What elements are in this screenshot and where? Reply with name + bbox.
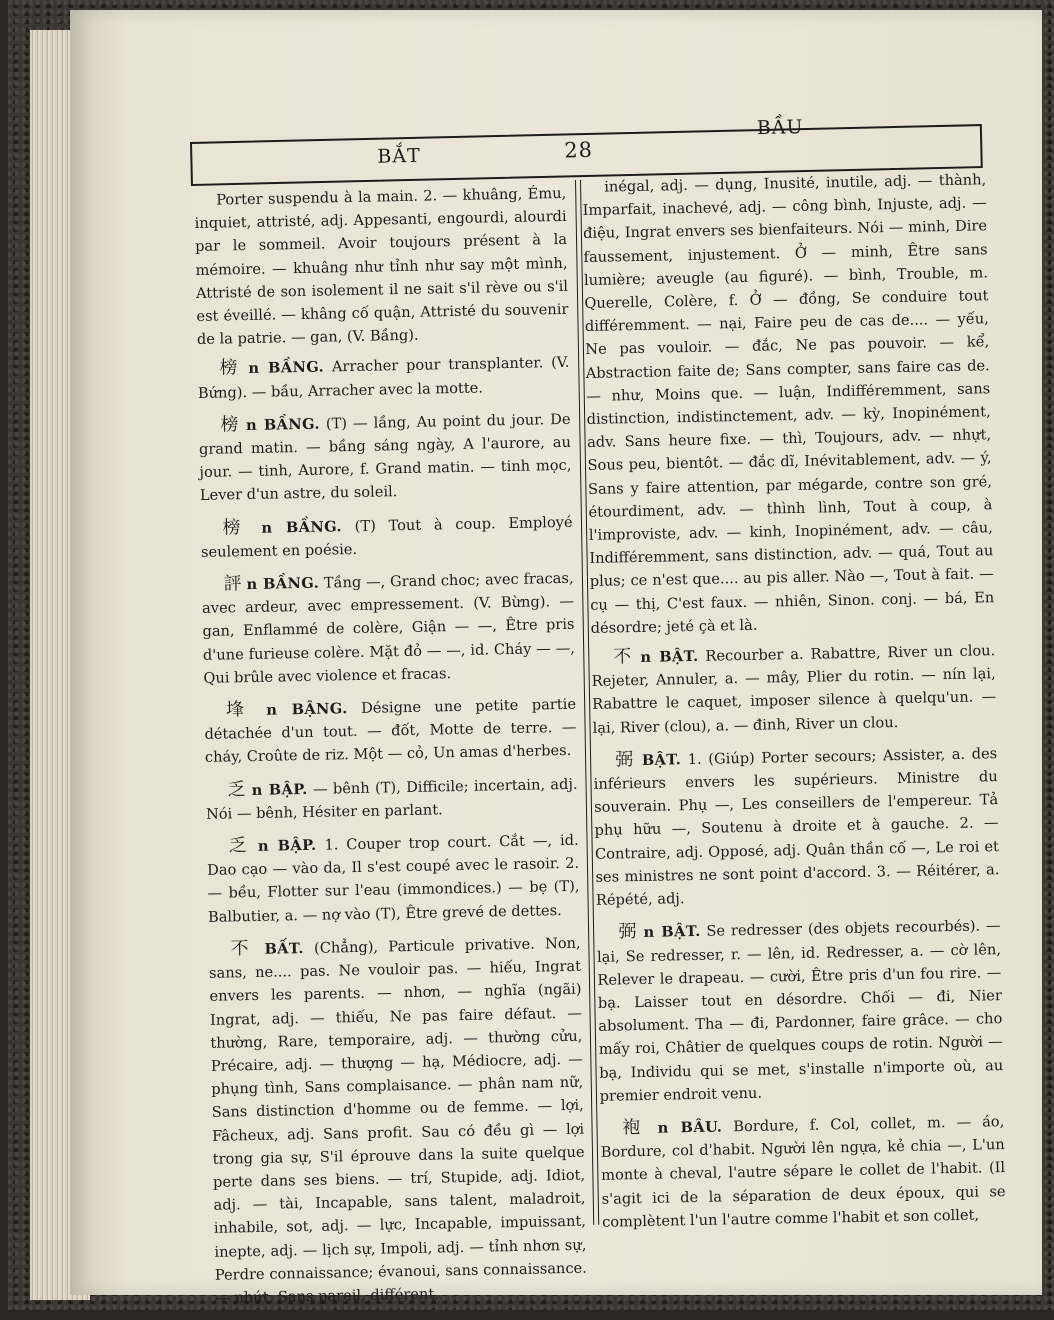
entry-definition: Recourber a. Rabattre, River un clou. Rejeter, Annuler, a. — mây, Plier du rotin. — nín lại, Rabattre le caquet, imposer silence à quelqu'un. — lại, River (clou), a. — đinh, River un clou. <box>591 642 997 737</box>
han-character: 乏 <box>228 835 251 857</box>
page-number: 28 <box>564 137 594 163</box>
entry-definition: Arracher pour transplanter. (V. Bứng). — bầu, Arracher avec la motte. <box>197 354 570 402</box>
entry-definition: Désigne une petite partie détachée d'un tout. — đốt, Motte de terre. — cháy, Croûte de riz. Một — cỏ, Un amas d'herbes. <box>204 695 577 767</box>
dictionary-entry <box>593 741 1000 912</box>
han-character: 埄 <box>225 699 254 721</box>
han-character: 弼 <box>618 921 638 943</box>
dictionary-entry <box>600 1109 1006 1234</box>
right-column <box>582 167 1006 1242</box>
entry-definition: 1. (Giúp) Porter secours; Assister, a. des inférieurs envers les supérieurs. Ministre du souverain. Phụ —, Les conseillers de l'empereur. Tả phụ hữu —, Soutenu à droite et à gauche. 2. — Contraire, adj. Opposé, adj. Quân thần cố —, Le roi et ses ministres ne sont point d'accord. 3. — Réitérer, a. Répété, adj. <box>593 745 1000 909</box>
dictionary-entry <box>205 771 578 826</box>
han-character: 評 <box>223 573 242 595</box>
han-character: 袍 <box>622 1116 647 1139</box>
dictionary-entry <box>194 181 569 352</box>
dictionary-entry <box>582 167 995 640</box>
entry-headword: n BẬT. <box>640 647 699 667</box>
han-character: 乏 <box>227 778 247 801</box>
header-left-word: BẮT <box>377 144 421 168</box>
entry-headword: n BẦNG. <box>261 517 343 537</box>
entry-headword: n BẬP. <box>257 836 317 855</box>
entry-definition: (Chẳng), Particule privative. Non, sans, ne.... pas. Ne vouloir pas. — hiếu, Ingrat envers les parents. — nhơn, — nghĩa (ngãi) Ingrat, adj. — thiếu, Ne pas faire défaut. — thường, Rare, temporaire, adj. — thường cửu, Précaire, adj. — thượng — hạ, Médiocre, adj. — phụng tình, Sans complaisance. — phân nam nữ, Sans distinction d'homme ou de femme. — lợi, Fâcheux, adj. Sans profit. Sau có đều gì — lợi trong gia sự, S'il éprouve dans la suite quelque perte dans ses biens. — trí, Stupide, adj. Idiot, adj. — tài, Incapable, sans talent, maladroit, inhabile, sot, adj. — lực, Incapable, impuissant, inepte, adj. — lịch sự, Impoli, adj. — tỉnh nhơn sự, Perdre connaissance; évanoui, sans connaissance. — nhứt, Sans pareil, différent, <box>208 934 587 1307</box>
entry-definition: Porter suspendu à la main. 2. — khuâng, Ému, inquiet, attristé, adj. Appesanti, engourdi, alourdi par le sommeil. Avoir toujours présent à la mémoire. — khuâng như tỉnh như say một mình, Attristé de son isolement il ne sait s'il rève ou s'il est éveillé. — khâng cố quận, Attristé du souvenir de la patrie. — gan, (V. Bầng). <box>194 184 569 349</box>
entry-headword: BẬT. <box>641 751 682 769</box>
dictionary-entry <box>200 509 573 564</box>
dictionary-entry <box>197 350 570 405</box>
han-character: 榜 <box>222 516 249 539</box>
entry-headword: n BẬP. <box>251 780 308 799</box>
entry-headword: n BẦNG. <box>246 574 320 594</box>
entry-definition: 1. Couper trop court. Cắt —, id. Dao cạo — vào da, Il s'est coupé avec le rasoir. 2. — bều, Flotter sur l'eau (immondices.) — bẹ (T), Balbutier, a. — nợ vào (T), Être grevé de dettes. <box>206 831 580 926</box>
han-character: 榜 <box>219 357 241 379</box>
entry-headword: n BẬT. <box>643 923 701 942</box>
dictionary-page <box>70 10 1042 1307</box>
dictionary-entry <box>591 638 997 740</box>
entry-definition: Tầng —, Grand choc; avec fracas, avec ardeur, avec empressement. (V. Bừng). — gan, Enflammé de colère, Giận — —, Être pris d'une furieuse colère. Mặt đỏ — —, id. Cháy — —, Qui brûle avec violence et fracas. <box>201 569 576 687</box>
entry-definition: (T) — lầng, Au point du jour. De grand matin. — bầng sáng ngày, A l'aurore, au jour. — tinh, Aurore, f. Grand matin. — tinh mọc, Lever d'un astre, du soleil. <box>198 410 572 505</box>
entry-definition: inégal, adj. — dụng, Inusité, inutile, adj. — thành, Imparfait, inachevé, adj. — công bình, Injuste, adj. — điệu, Ingrat envers ses bienfaiteurs. Nói — minh, Dire faussement, injustement. Ở — minh, Être sans lumière; aveugle (au figuré). — bình, Trouble, m. Querelle, Colère, f. Ở — đồng, Se conduire tout différemment. — nại, Faire peu de cas de.... — yếu, Ne pas vouloir. — đắc, Ne pas pouvoir. — kể, Abstraction faite de; Sans compter, sans faire cas de. — như, Moins que. — luận, Indifféremment, sans distinction, indistinctement, adv. — kỳ, Inopinément, adv. Sans heure fixe. — thì, Toujours, adv. — nhựt, Sous peu, bientôt. — đắc dĩ, Inévitablement, adv. — ý, Sans y faire attention, par mégarde, contre son gré, étourdiment, adv. — thình lình, Tout à coup, à l'improviste, adv. — kinh, Inopinément, adv. — câu, Indifféremment, sans distinction, adv. — quá, Tout au plus; ce n'est que.... au pis aller. Nào —, Tout à fait. — cụ — thị, C'est faux. — nhiên, Sinon. conj. — bá, En désordre; jeté çà et là. <box>582 171 995 637</box>
left-column <box>194 181 588 1319</box>
dictionary-entry <box>201 566 575 690</box>
entry-headword: n BÂU. <box>657 1118 723 1137</box>
dictionary-entry <box>206 828 580 929</box>
entry-definition: — bênh (T), Difficile; incertain, adj. Nói — bênh, Hésiter en parlant. <box>205 775 578 823</box>
entry-definition: Se redresser (des objets recourbés). — lại, Se redresser, r. — lên, id. Redresser, a. — cờ lên, Relever le drapeau. — cười, Être pris d'un fou rire. — bạ. Laisser tout en désordre. Chối — đi, Nier absolument. Tha — đi, Pardonner, faire grâce. — cho mấy roi, Châtier de quelques coups de rotin. Người — bạ, Individu qui se met, s'installe n'importe où, au premier endroit venu. <box>596 917 1004 1105</box>
han-character: 不 <box>230 937 255 960</box>
han-character: 不 <box>613 646 634 668</box>
entry-headword: n BẬNG. <box>266 700 348 719</box>
entry-headword: BẤT. <box>264 939 304 958</box>
entry-definition: Bordure, f. Col, collet, m. — áo, Bordure, col d'habit. Người lên ngựa, kẻ chia —, L'un monte à cheval, l'autre sépare le collet de l'habit. (Il s'agit ici de la séparation de deux époux, qui se complètent l'un l'autre comme l'habit et son collet, <box>600 1112 1006 1231</box>
entry-headword: n BẦNG. <box>248 358 325 378</box>
han-character: 榜 <box>220 413 241 436</box>
dictionary-entry <box>204 692 577 770</box>
dictionary-entry <box>596 913 1004 1107</box>
dictionary-entry <box>208 931 587 1310</box>
header-right-word: BẦU <box>756 116 804 140</box>
entry-headword: n BẦNG. <box>245 415 321 434</box>
dictionary-entry <box>198 407 572 508</box>
entry-definition: (T) Tout à coup. Employé seulement en poésie. <box>200 513 573 561</box>
han-character: 弼 <box>615 748 636 771</box>
